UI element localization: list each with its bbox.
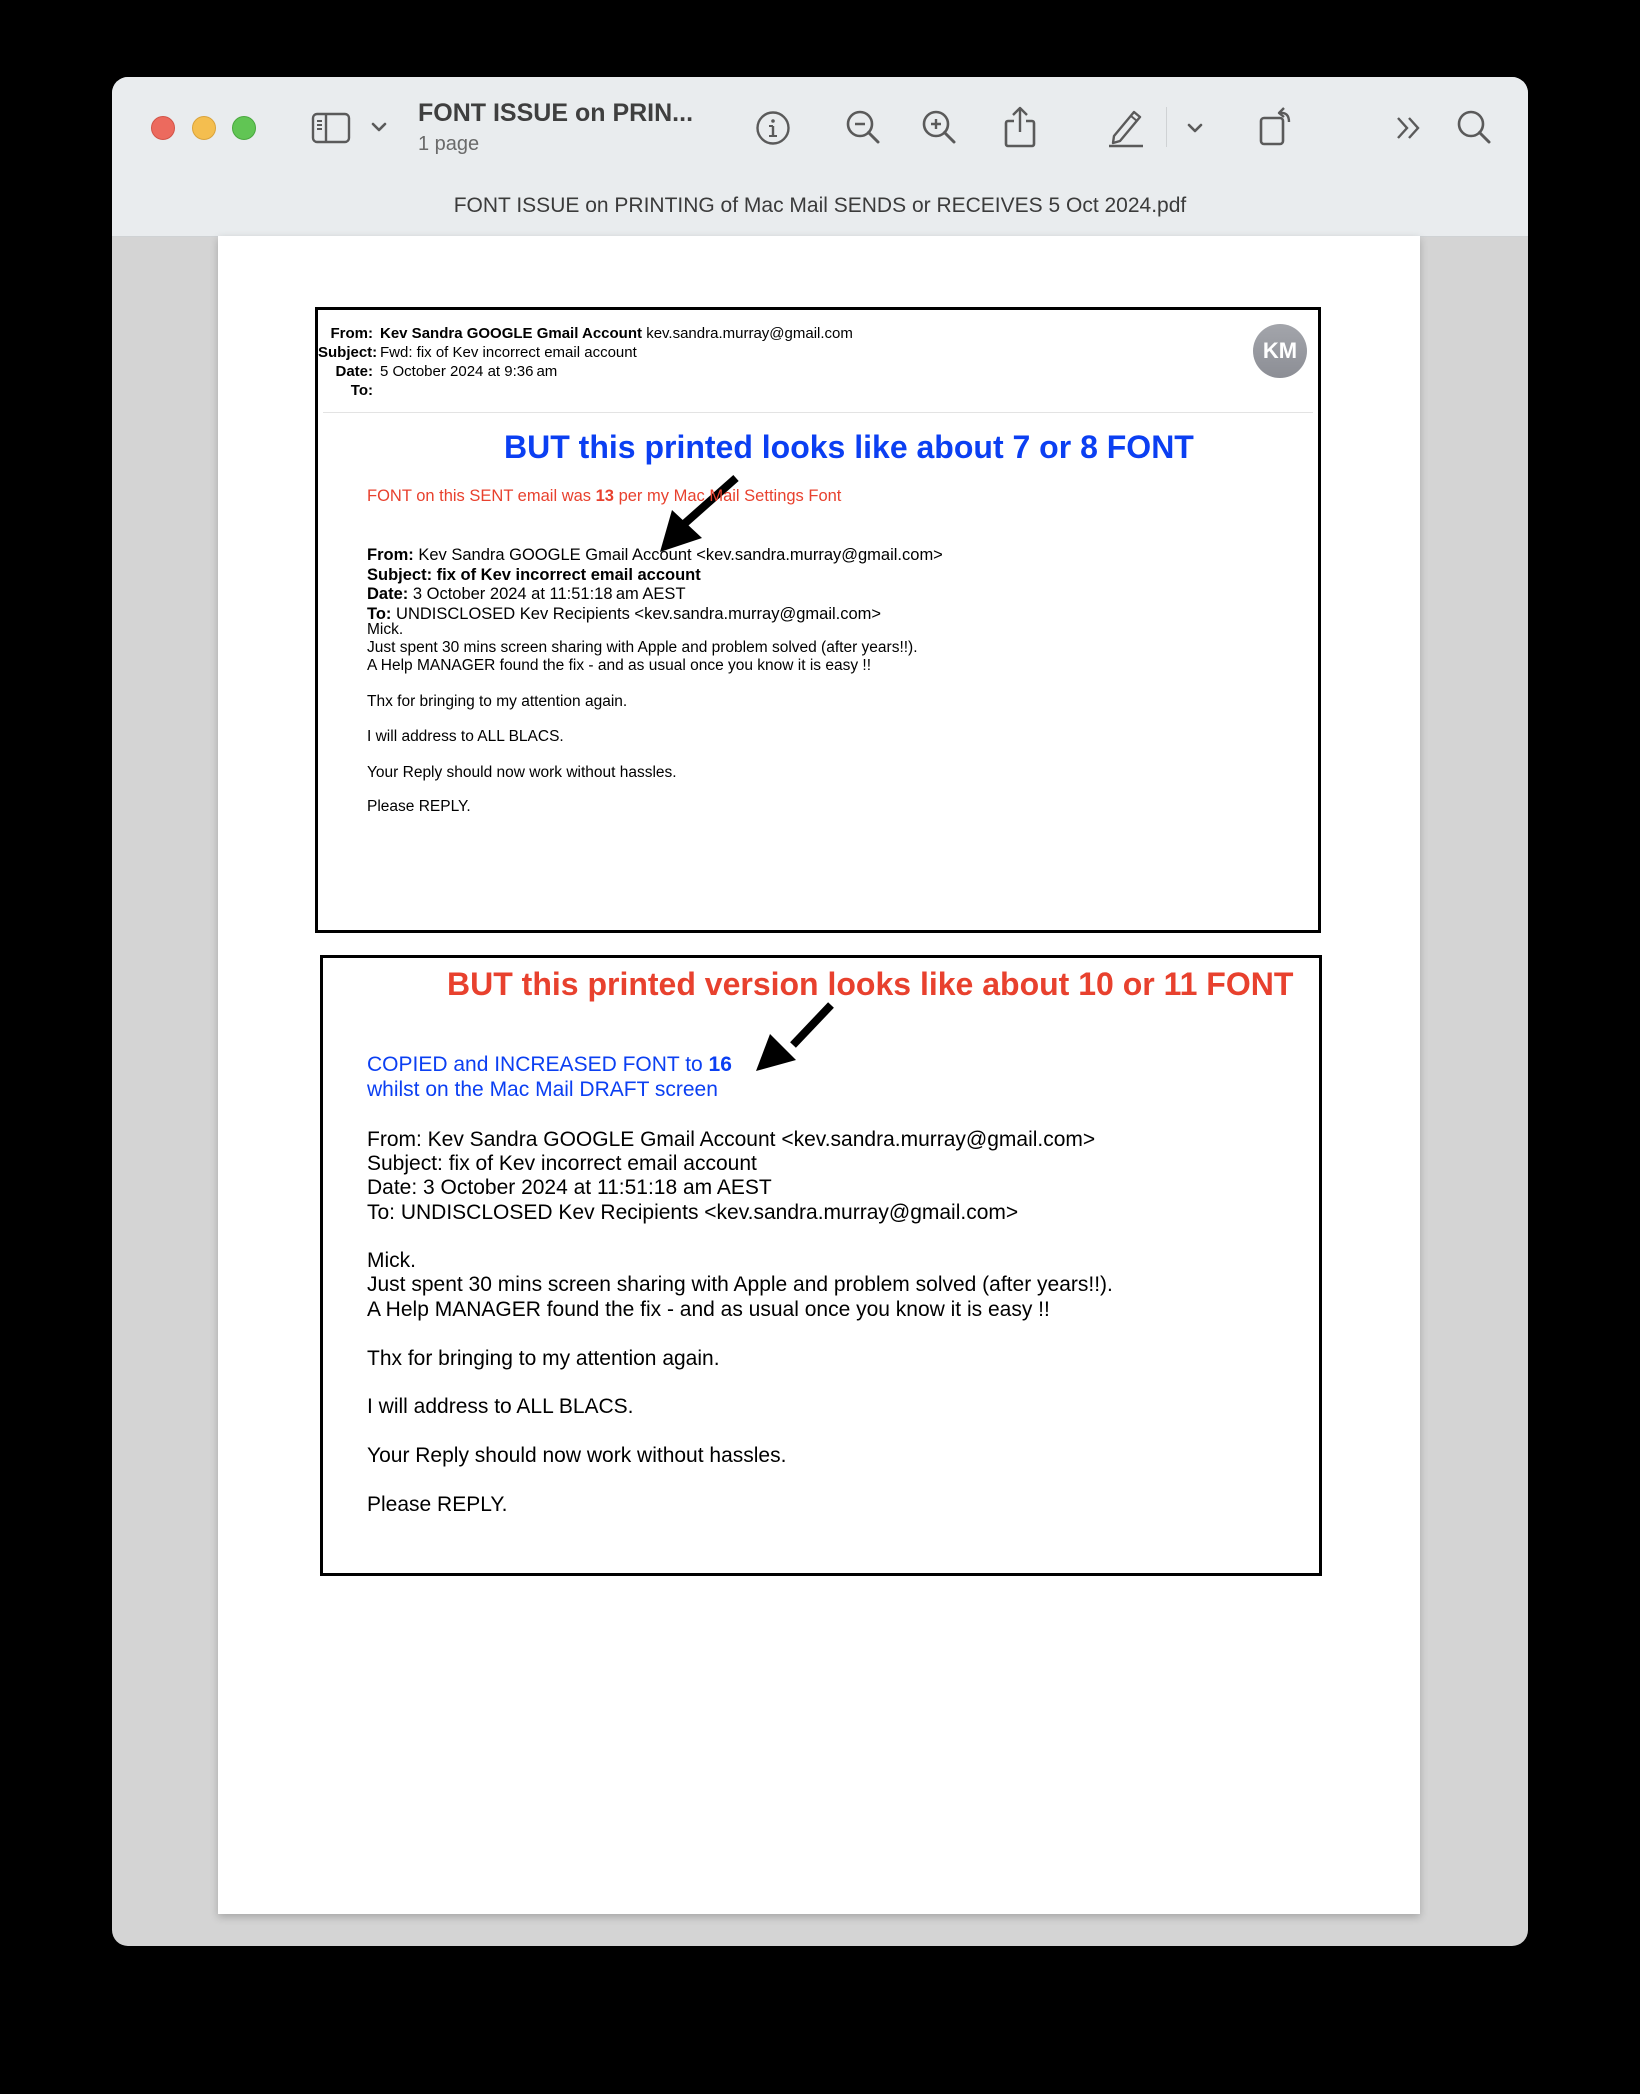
body-line: Mick. <box>367 1249 416 1272</box>
header-from-name: Kev Sandra GOOGLE Gmail Account <box>380 325 643 342</box>
share-icon[interactable] <box>1003 105 1037 149</box>
sent-font-size-value: 13 <box>595 487 614 505</box>
draft-font-note-line2: whilst on the Mac Mail DRAFT screen <box>367 1077 718 1101</box>
body-line: Thx for bringing to my attention again. <box>367 693 628 710</box>
document-title[interactable]: FONT ISSUE on PRIN... <box>418 99 694 127</box>
annotation-heading-red: BUT this printed version looks like about 10 or 11 FONT <box>447 966 1294 1002</box>
body-line: Please REPLY. <box>367 1493 508 1516</box>
fullscreen-button[interactable] <box>232 116 256 140</box>
minimize-button[interactable] <box>192 116 216 140</box>
header-from-label: From: <box>330 325 373 342</box>
sent-font-note-suffix: per my Mac Mail Settings Font <box>613 487 842 505</box>
fwd-date-line: Date: 3 October 2024 at 11:51:18 am AEST <box>367 1176 772 1200</box>
zoom-in-icon[interactable] <box>921 109 959 147</box>
fwd-subject-line: Subject: fix of Kev incorrect email account <box>367 1152 757 1176</box>
header-subject-value: Fwd: fix of Kev incorrect email account <box>380 344 637 361</box>
sent-font-note <box>367 487 841 506</box>
pdf-page <box>218 236 1420 1914</box>
draft-font-note <box>367 1053 732 1102</box>
header-date-row <box>318 363 1218 382</box>
body-line: A Help MANAGER found the fix - and as usual once you know it is easy !! <box>367 1297 1050 1321</box>
toolbar <box>112 77 1528 237</box>
header-date-label: Date: <box>335 363 373 380</box>
forwarded-body <box>367 1249 1113 1517</box>
fwd-to-line: To: UNDISCLOSED Kev Recipients <kev.sandra.murray@gmail.com> <box>367 1200 1019 1224</box>
fwd-date-label: Date: <box>367 585 409 604</box>
body-line: Your Reply should now work without hassles. <box>367 764 677 781</box>
body-line: Mick. <box>367 621 404 638</box>
fwd-from-value: Kev Sandra GOOGLE Gmail Account <kev.sandra.murray@gmail.com> <box>413 546 943 564</box>
body-line: Thx for bringing to my attention again. <box>367 1346 720 1370</box>
header-from-row <box>318 325 1218 344</box>
document-filename: FONT ISSUE on PRINTING of Mac Mail SENDS or RECEIVES 5 Oct 2024.pdf <box>453 194 1187 217</box>
header-to-row <box>318 382 1218 401</box>
search-icon[interactable] <box>1456 109 1494 147</box>
fwd-from-line: From: Kev Sandra GOOGLE Gmail Account <kev.sandra.murray@gmail.com> <box>367 1128 1096 1151</box>
header-subject-row <box>318 344 1218 363</box>
markup-pencil-icon[interactable] <box>1106 106 1146 148</box>
arrow-pointer-icon <box>748 1000 858 1090</box>
fwd-to-value: UNDISCLOSED Kev Recipients <kev.sandra.murray@gmail.com> <box>391 604 882 623</box>
fwd-subject-line <box>367 566 943 586</box>
preview-window <box>112 77 1528 1946</box>
close-button[interactable] <box>151 116 175 140</box>
body-line: Just spent 30 mins screen sharing with Apple and problem solved (after years!!). <box>367 1273 1113 1297</box>
annotation-heading-blue: BUT this printed looks like about 7 or 8 FONT <box>504 429 1194 465</box>
sidebar-icon[interactable] <box>311 112 351 144</box>
sent-font-note-text: FONT on this SENT email was <box>367 487 596 505</box>
header-date-value: 5 October 2024 at 9:36 am <box>380 363 558 380</box>
fwd-to-label: To: <box>367 604 392 623</box>
avatar: KM <box>1253 324 1307 378</box>
header-from-value <box>380 325 853 342</box>
body-line: Your Reply should now work without hassles. <box>367 1444 787 1468</box>
body-line: Please REPLY. <box>367 798 471 815</box>
header-subject-label: Subject: <box>318 344 378 361</box>
chevron-down-icon[interactable] <box>1187 122 1203 134</box>
fwd-subject-value: Subject: fix of Kev incorrect email account <box>367 565 701 584</box>
draft-font-note-text: COPIED and INCREASED FONT to <box>367 1053 709 1076</box>
body-line: I will address to ALL BLACS. <box>367 728 564 745</box>
rotate-icon[interactable] <box>1258 104 1298 148</box>
sent-email-box <box>315 307 1321 933</box>
fwd-date-line <box>367 585 943 605</box>
header-divider <box>323 412 1313 413</box>
info-icon[interactable] <box>755 110 791 146</box>
toolbar-separator <box>1166 107 1167 147</box>
body-line: I will address to ALL BLACS. <box>367 1395 634 1419</box>
zoom-out-icon[interactable] <box>845 109 883 147</box>
fwd-from-line <box>367 546 943 566</box>
forwarded-header <box>367 1128 1095 1225</box>
fwd-date-value: 3 October 2024 at 11:51:18 am AEST <box>408 585 686 604</box>
fwd-from-label: From: <box>367 546 414 564</box>
forwarded-header <box>367 546 943 624</box>
draft-font-note-line1 <box>367 1053 732 1078</box>
chevron-down-icon[interactable] <box>371 121 387 133</box>
header-to-label: To: <box>350 382 373 399</box>
header-from-email: kev.sandra.murray@gmail.com <box>646 325 853 342</box>
body-line: A Help MANAGER found the fix - and as usual once you know it is easy !! <box>367 657 871 674</box>
draft-email-box <box>320 955 1322 1576</box>
page-count: 1 page <box>418 133 480 155</box>
draft-font-size-value: 16 <box>708 1053 732 1076</box>
body-line: Just spent 30 mins screen sharing with Apple and problem solved (after years!!). <box>367 639 918 656</box>
more-chevrons-icon[interactable] <box>1395 115 1425 141</box>
forwarded-body <box>367 621 918 816</box>
